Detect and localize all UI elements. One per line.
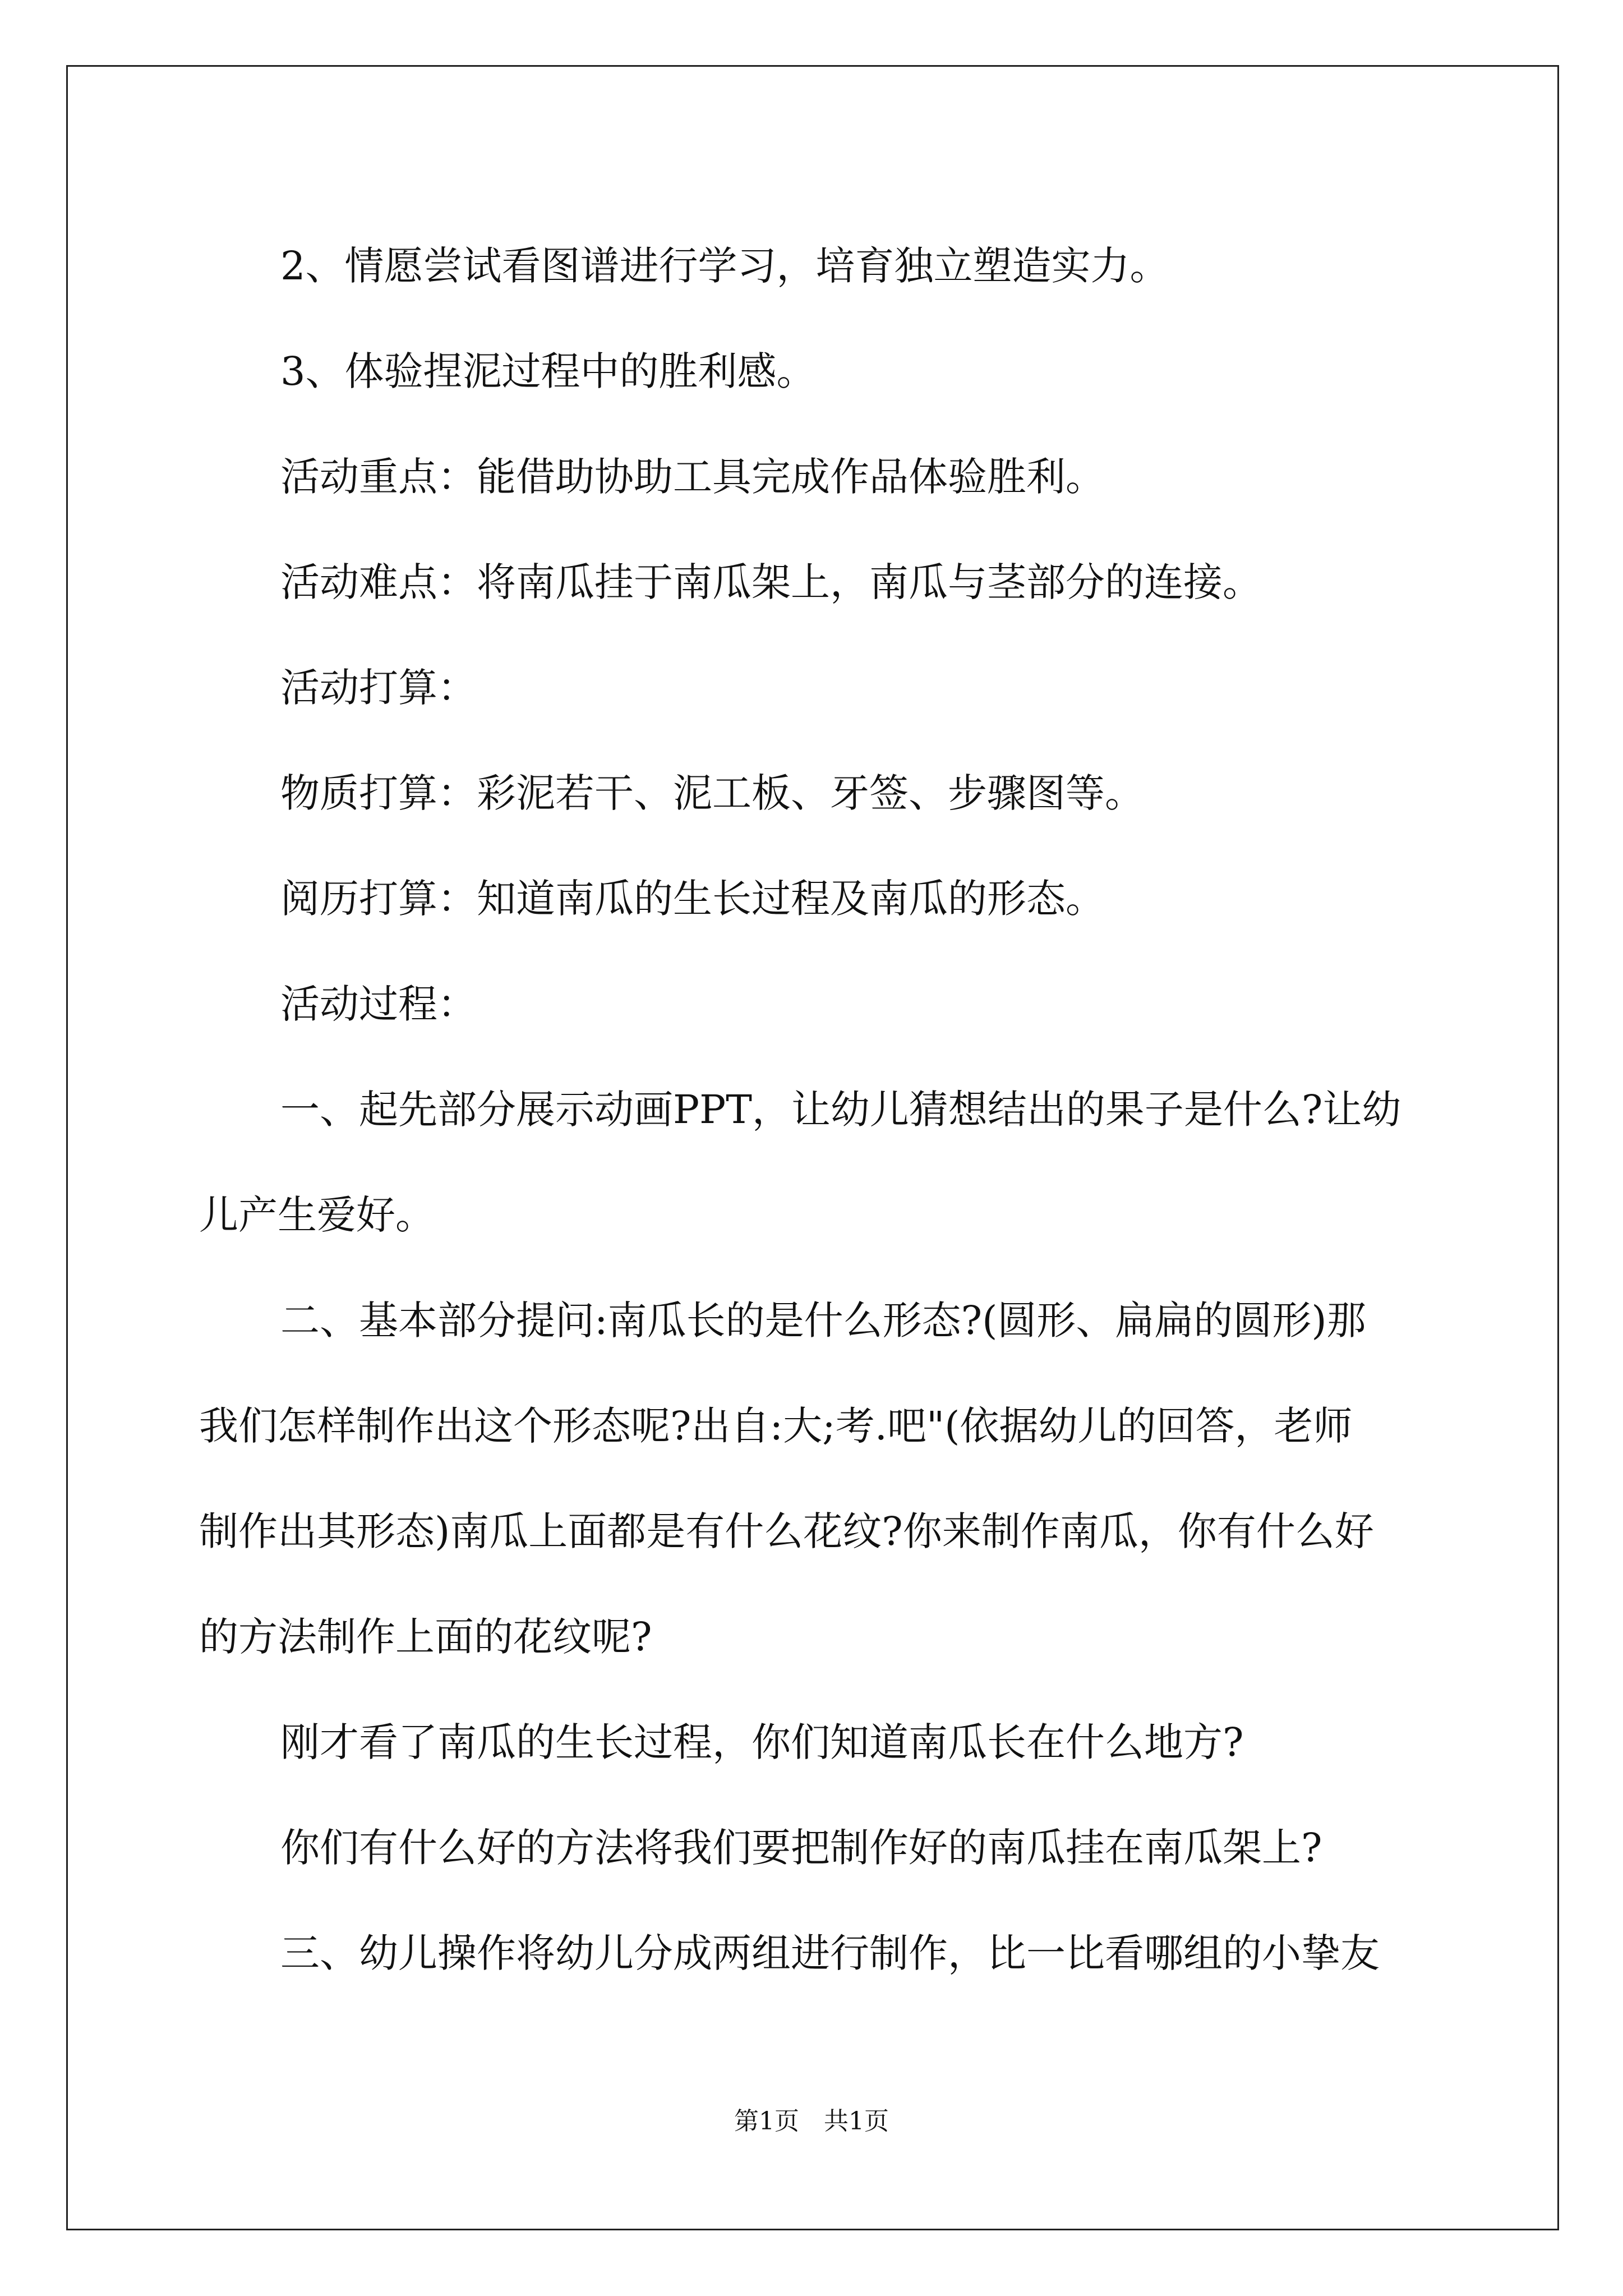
paragraph bbox=[199, 530, 1427, 635]
paragraph bbox=[199, 424, 1427, 530]
text-line: 儿产生爱好。 bbox=[199, 1192, 435, 1238]
text-line: 3、体验捏泥过程中的胜利感。 bbox=[280, 348, 816, 394]
page-footer: 第1页 共1页 bbox=[734, 2107, 889, 2136]
text-line: 阅历打算：知道南瓜的生长过程及南瓜的形态。 bbox=[280, 876, 1105, 922]
paragraph bbox=[199, 1268, 1427, 1690]
paragraph bbox=[199, 740, 1427, 846]
text-line: 活动重点：能借助协助工具完成作品体验胜利。 bbox=[280, 454, 1105, 500]
text-line: 的方法制作上面的花纹呢? bbox=[199, 1614, 652, 1660]
text-line: 活动难点：将南瓜挂于南瓜架上，南瓜与茎部分的连接。 bbox=[280, 559, 1262, 605]
paragraph bbox=[199, 846, 1427, 951]
text-line: 一、起先部分展示动画PPT，让幼儿猜想结出的果子是什么?让幼 bbox=[280, 1087, 1401, 1133]
text-line: 三、幼儿操作将幼儿分成两组进行制作，比一比看哪组的小挚友 bbox=[280, 1930, 1380, 1976]
paragraph bbox=[199, 319, 1427, 424]
text-line: 刚才看了南瓜的生长过程，你们知道南瓜长在什么地方? bbox=[280, 1719, 1244, 1765]
paragraph bbox=[199, 1901, 1427, 2006]
text-line: 你们有什么好的方法将我们要把制作好的南瓜挂在南瓜架上? bbox=[280, 1825, 1322, 1871]
paragraph bbox=[199, 951, 1427, 1057]
text-line: 活动打算： bbox=[280, 665, 477, 711]
text-line: 活动过程： bbox=[280, 981, 477, 1027]
document-body bbox=[199, 213, 1427, 2006]
paragraph bbox=[199, 635, 1427, 740]
paragraph bbox=[199, 1690, 1427, 1795]
paragraph bbox=[199, 1057, 1427, 1268]
text-line: 制作出其形态)南瓜上面都是有什么花纹?你来制作南瓜，你有什么好 bbox=[199, 1508, 1374, 1554]
text-line: 二、基本部分提问:南瓜长的是什么形态?(圆形、扁扁的圆形)那 bbox=[280, 1297, 1366, 1343]
text-line: 2、情愿尝试看图谱进行学习，培育独立塑造实力。 bbox=[280, 243, 1169, 289]
paragraph bbox=[199, 213, 1427, 319]
text-line: 物质打算：彩泥若干、泥工板、牙签、步骤图等。 bbox=[280, 770, 1144, 816]
text-line: 我们怎样制作出这个形态呢?出自:大;考.吧"(依据幼儿的回答，老师 bbox=[199, 1403, 1353, 1449]
paragraph bbox=[199, 1795, 1427, 1901]
